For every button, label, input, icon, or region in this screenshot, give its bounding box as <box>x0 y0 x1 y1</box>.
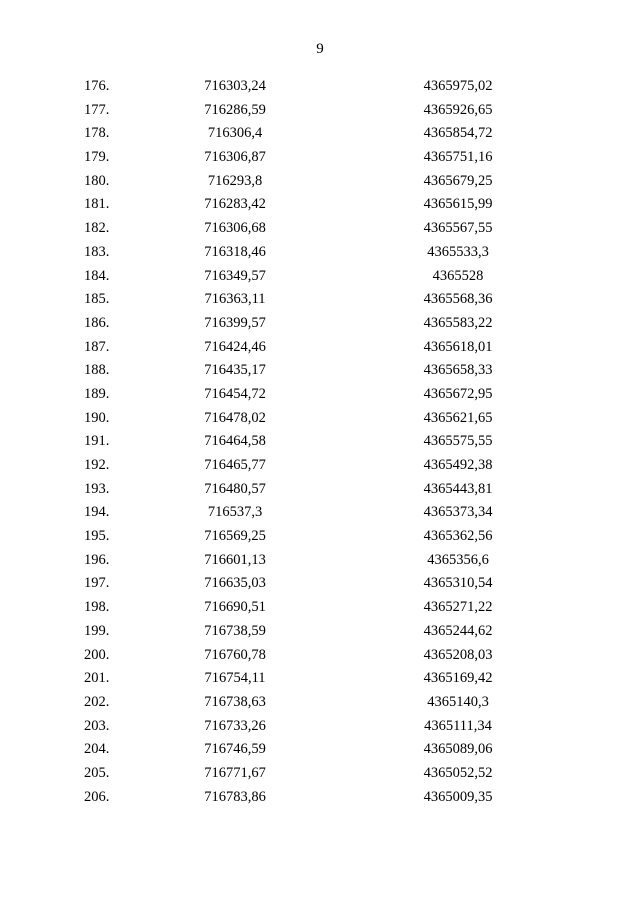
point-number: 200. <box>84 646 110 663</box>
y-coordinate: 4365271,22 <box>423 599 493 616</box>
table-row <box>0 572 640 596</box>
point-number: 176. <box>84 78 110 94</box>
table-row <box>0 359 640 383</box>
x-coordinate: 716283,42 <box>204 196 266 213</box>
point-number: 193. <box>84 480 110 497</box>
table-row <box>0 715 640 739</box>
table-row <box>0 478 640 502</box>
x-coordinate: 716465,77 <box>204 457 266 473</box>
y-coordinate: 4365208,03 <box>423 646 493 663</box>
x-coordinate: 716435,17 <box>204 362 266 379</box>
x-coordinate: 716293,8 <box>207 172 263 189</box>
y-coordinate: 4365373,34 <box>423 504 493 521</box>
point-number: 196. <box>84 551 110 568</box>
x-coordinate: 716306,87 <box>204 149 266 166</box>
table-row <box>0 644 640 668</box>
y-coordinate: 4365679,25 <box>423 172 493 189</box>
point-number: 191. <box>84 433 110 450</box>
x-coordinate: 716454,72 <box>204 385 266 402</box>
point-number: 183. <box>84 243 110 260</box>
y-coordinate: 4365658,33 <box>423 362 493 379</box>
x-coordinate: 716478,02 <box>204 409 266 426</box>
y-coordinate: 4365310,54 <box>423 575 493 592</box>
point-number: 204. <box>84 741 110 758</box>
x-coordinate: 716690,51 <box>204 599 266 616</box>
table-row <box>0 691 640 715</box>
y-coordinate: 4365492,38 <box>423 457 493 473</box>
y-coordinate: 4365568,36 <box>423 291 493 308</box>
x-coordinate: 716746,59 <box>204 741 266 758</box>
table-row <box>0 407 640 431</box>
x-coordinate: 716783,86 <box>204 788 266 805</box>
point-number: 197. <box>84 575 110 592</box>
table-row <box>0 193 640 217</box>
x-coordinate: 716738,63 <box>204 693 266 710</box>
point-number: 185. <box>84 291 110 308</box>
x-coordinate: 716303,24 <box>204 78 266 94</box>
x-coordinate: 716363,11 <box>204 291 266 308</box>
table-row <box>0 312 640 336</box>
x-coordinate: 716286,59 <box>204 101 266 118</box>
y-coordinate: 4365111,34 <box>424 717 492 734</box>
x-coordinate: 716733,26 <box>204 717 266 734</box>
table-row <box>0 383 640 407</box>
table-row <box>0 430 640 454</box>
y-coordinate: 4365169,42 <box>423 670 493 687</box>
x-coordinate: 716635,03 <box>204 575 266 592</box>
y-coordinate: 4365672,95 <box>423 385 493 402</box>
x-coordinate: 716480,57 <box>204 480 266 497</box>
table-row <box>0 454 640 478</box>
table-row <box>0 501 640 525</box>
y-coordinate: 4365621,65 <box>423 409 493 426</box>
point-number: 188. <box>84 362 110 379</box>
point-number: 201. <box>84 670 110 687</box>
point-number: 189. <box>84 385 110 402</box>
y-coordinate: 4365362,56 <box>423 528 493 545</box>
point-number: 205. <box>84 764 110 781</box>
table-row <box>0 265 640 289</box>
y-coordinate: 4365356,6 <box>427 551 489 568</box>
y-coordinate: 4365052,52 <box>423 764 493 781</box>
table-row <box>0 146 640 170</box>
x-coordinate: 716760,78 <box>204 646 266 663</box>
point-number: 206. <box>84 788 110 805</box>
page-number: 9 <box>316 41 324 57</box>
x-coordinate: 716306,68 <box>204 220 266 237</box>
x-coordinate: 716738,59 <box>204 622 266 639</box>
y-coordinate: 4365567,55 <box>423 220 493 237</box>
table-row <box>0 738 640 762</box>
x-coordinate: 716537,3 <box>207 504 263 521</box>
point-number: 177. <box>84 101 110 118</box>
point-number: 184. <box>84 267 110 284</box>
table-row <box>0 620 640 644</box>
table-row <box>0 122 640 146</box>
y-coordinate: 4365533,3 <box>427 243 489 260</box>
point-number: 182. <box>84 220 110 237</box>
point-number: 180. <box>84 172 110 189</box>
y-coordinate: 4365926,65 <box>423 101 493 118</box>
x-coordinate: 716306,4 <box>207 125 263 142</box>
table-row <box>0 75 640 99</box>
table-row <box>0 170 640 194</box>
y-coordinate: 4365854,72 <box>423 125 493 142</box>
y-coordinate: 4365244,62 <box>423 622 493 639</box>
y-coordinate: 4365443,81 <box>423 480 493 497</box>
point-number: 190. <box>84 409 110 426</box>
point-number: 202. <box>84 693 110 710</box>
table-row <box>0 786 640 810</box>
table-row <box>0 99 640 123</box>
table-row <box>0 288 640 312</box>
y-coordinate: 4365975,02 <box>423 78 493 94</box>
point-number: 181. <box>84 196 110 213</box>
x-coordinate: 716569,25 <box>204 528 266 545</box>
table-row <box>0 241 640 265</box>
point-number: 198. <box>84 599 110 616</box>
x-coordinate: 716771,67 <box>204 764 266 781</box>
point-number: 186. <box>84 314 110 331</box>
point-number: 199. <box>84 622 110 639</box>
coordinates-table <box>0 75 640 809</box>
table-row <box>0 336 640 360</box>
x-coordinate: 716399,57 <box>204 314 266 331</box>
point-number: 178. <box>84 125 110 142</box>
x-coordinate: 716424,46 <box>204 338 266 355</box>
table-row <box>0 762 640 786</box>
table-row <box>0 596 640 620</box>
y-coordinate: 4365089,06 <box>423 741 493 758</box>
y-coordinate: 4365751,16 <box>423 149 493 166</box>
point-number: 192. <box>84 457 110 473</box>
x-coordinate: 716349,57 <box>204 267 266 284</box>
point-number: 203. <box>84 717 110 734</box>
y-coordinate: 4365615,99 <box>423 196 493 213</box>
y-coordinate: 4365140,3 <box>427 693 489 710</box>
point-number: 194. <box>84 504 110 521</box>
table-row <box>0 217 640 241</box>
y-coordinate: 4365583,22 <box>423 314 493 331</box>
y-coordinate: 4365618,01 <box>423 338 493 355</box>
x-coordinate: 716318,46 <box>204 243 266 260</box>
table-row <box>0 549 640 573</box>
table-row <box>0 525 640 549</box>
point-number: 195. <box>84 528 110 545</box>
y-coordinate: 4365528 <box>432 267 484 284</box>
x-coordinate: 716754,11 <box>204 670 266 687</box>
x-coordinate: 716464,58 <box>204 433 266 450</box>
x-coordinate: 716601,13 <box>204 551 266 568</box>
table-row <box>0 667 640 691</box>
point-number: 187. <box>84 338 110 355</box>
y-coordinate: 4365009,35 <box>423 788 493 805</box>
y-coordinate: 4365575,55 <box>423 433 493 450</box>
point-number: 179. <box>84 149 110 166</box>
